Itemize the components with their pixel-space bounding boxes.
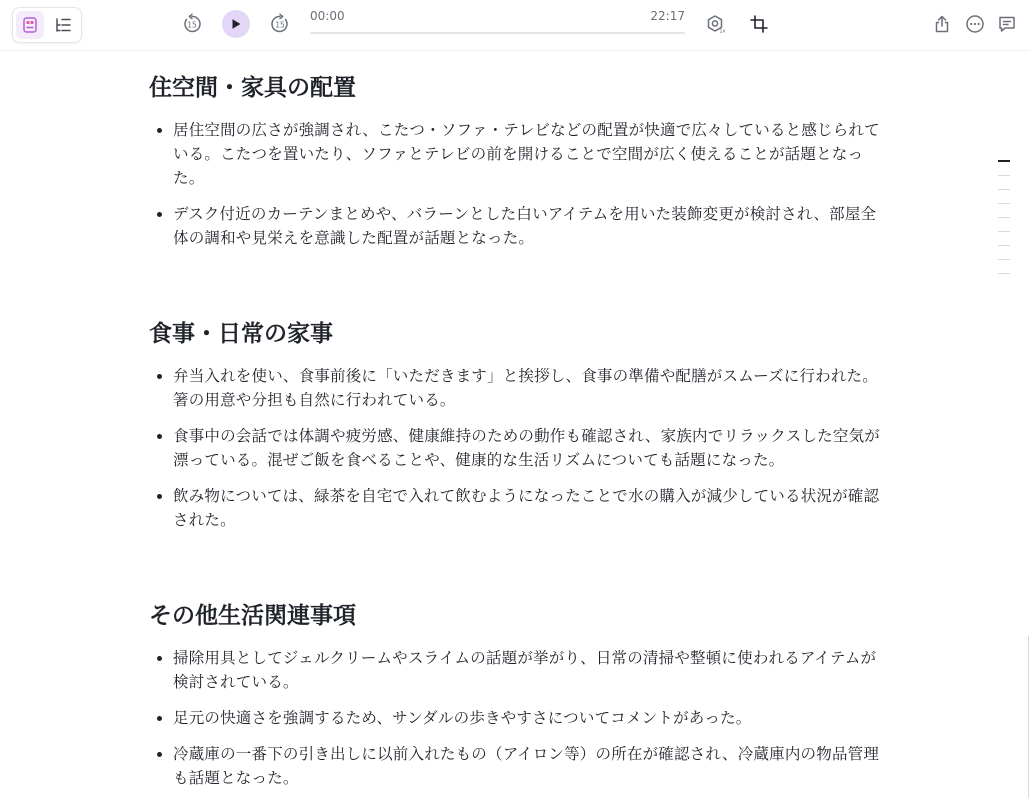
more-button[interactable] [961, 10, 989, 38]
scrollbar[interactable] [1028, 636, 1029, 798]
document-icon [21, 16, 39, 34]
list-item: • 弁当入れを使い、食事前後に「いただきます」と挨拶し、食事の準備や配膳がスムーズに行われた。箸の用意や分担も自然に行われている。 [173, 364, 881, 412]
outline-tick[interactable] [998, 175, 1010, 176]
share-icon [932, 14, 952, 34]
outline-tick[interactable] [998, 273, 1010, 274]
forward-15-button[interactable] [266, 10, 294, 38]
forward-15-icon [269, 13, 291, 35]
play-button[interactable] [222, 10, 250, 38]
list-item: • デスク付近のカーテンまとめや、バラーンとした白いアイテムを用いた装飾変更が検討され、部屋全体の調和や見栄えを意識した配置が話題となった。 [173, 202, 881, 250]
bullet-list [149, 118, 881, 250]
outline-navigator [998, 160, 1011, 287]
list-item: • 冷蔵庫の一番下の引き出しに以前入れたもの（アイロン等）の所在が確認され、冷蔵庫内の物品管理も話題となった。 [173, 742, 881, 790]
total-time: 22:17 [650, 9, 685, 23]
document-view-button[interactable] [16, 11, 44, 39]
view-toggle [12, 7, 82, 43]
outline-tick[interactable] [998, 203, 1010, 204]
list-item: • 掃除用具としてジェルクリームやスライムの話題が挙がり、日常の清掃や整頓に使われるアイテムが検討されている。 [173, 646, 881, 694]
crop-icon [749, 14, 769, 34]
comment-icon [997, 14, 1017, 34]
outline-view-button[interactable] [49, 11, 77, 39]
svg-text:1x: 1x [719, 28, 726, 35]
comment-button[interactable] [993, 10, 1021, 38]
section-meals-chores [149, 316, 881, 532]
playback-speed-button[interactable] [701, 10, 729, 38]
list-item: • 食事中の会話では体調や疲労感、健康維持のための動作も確認され、家族内でリラックスした空気が漂っている。混ぜご飯を食べることや、健康的な生活リズムについても話題になった。 [173, 424, 881, 472]
crop-button[interactable] [745, 10, 773, 38]
top-toolbar [0, 0, 1030, 51]
section-other-matters [149, 598, 881, 790]
rewind-15-label: 15 [187, 20, 197, 30]
section-living-space [149, 70, 881, 250]
list-item: • 居住空間の広さが強調され、こたつ・ソファ・テレビなどの配置が快適で広々していると感じられている。こたつを置いたり、ソファとテレビの前を開けることで空間が広く使えることが話題となった。 [173, 118, 881, 190]
outline-icon [54, 16, 72, 34]
rewind-15-icon [181, 13, 203, 35]
section-heading: その他生活関連事項 [149, 603, 356, 629]
section-heading: 食事・日常の家事 [149, 321, 333, 347]
more-icon [965, 14, 985, 34]
rewind-15-button[interactable] [178, 10, 206, 38]
share-button[interactable] [928, 10, 956, 38]
outline-tick[interactable] [998, 245, 1010, 246]
summary-document [149, 70, 881, 802]
bullet-list [149, 646, 881, 790]
outline-tick[interactable] [998, 160, 1010, 162]
section-heading: 住空間・家具の配置 [149, 75, 356, 101]
current-time: 00:00 [310, 9, 345, 23]
list-item: • 飲み物については、緑茶を自宅で入れて飲むようになったことで水の購入が減少している状況が確認された。 [173, 484, 881, 532]
play-icon [230, 18, 242, 30]
outline-tick[interactable] [998, 217, 1010, 218]
outline-tick[interactable] [998, 189, 1010, 190]
progress-bar[interactable] [310, 32, 685, 34]
outline-tick[interactable] [998, 259, 1010, 260]
bullet-list [149, 364, 881, 532]
list-item: • 足元の快適さを強調するため、サンダルの歩きやすさについてコメントがあった。 [173, 706, 881, 730]
outline-tick[interactable] [998, 231, 1010, 232]
playback-speed-icon [704, 13, 726, 35]
forward-15-label: 15 [275, 20, 285, 30]
